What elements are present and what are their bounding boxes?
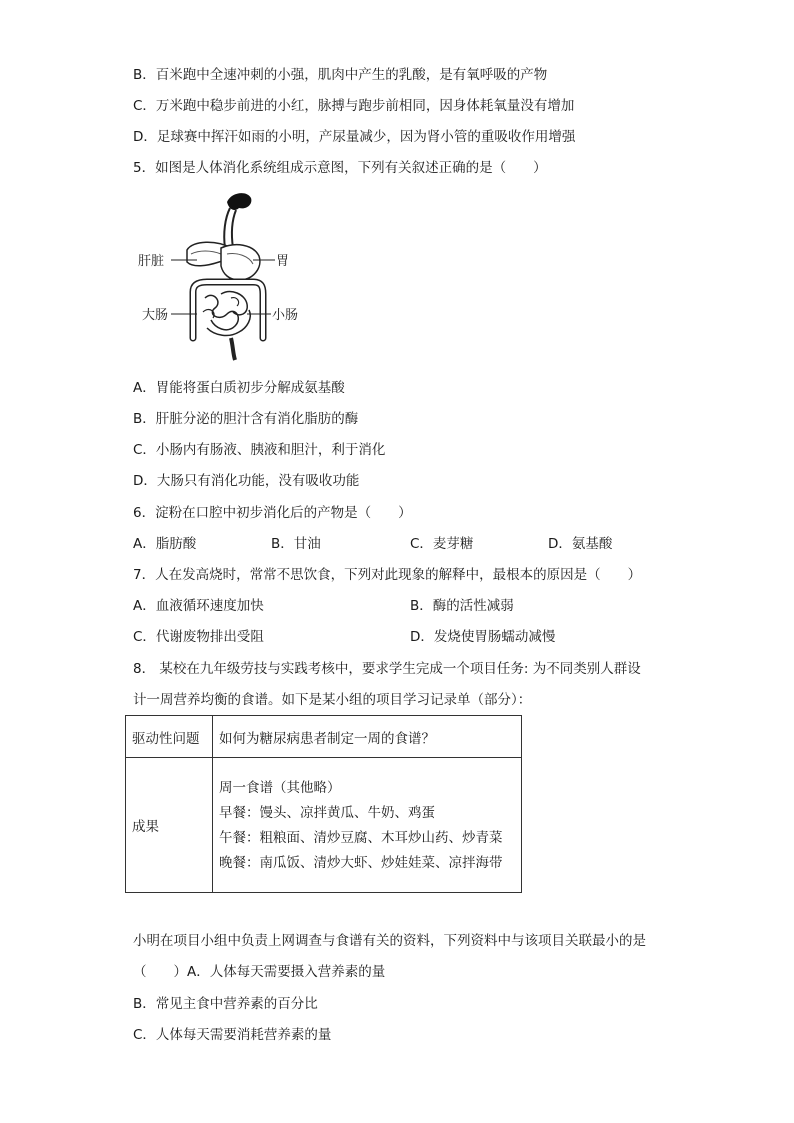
- q5-stem: 5．如图是人体消化系统组成示意图，下列有关叙述正确的是（ ）: [133, 160, 547, 176]
- q7-option-b: B．酶的活性减弱: [410, 598, 514, 614]
- q4-option-d: D．足球赛中挥汗如雨的小明，产尿量减少，因为肾小管的重吸收作用增强: [133, 129, 576, 145]
- q8-option-b: B．常见主食中营养素的百分比: [133, 996, 318, 1012]
- table-row2-label: 成果: [126, 758, 213, 893]
- q5-option-a: A．胃能将蛋白质初步分解成氨基酸: [133, 380, 345, 396]
- menu-line: 早餐：馒头、凉拌黄瓜、牛奶、鸡蛋: [219, 804, 435, 821]
- digestive-system-diagram: [135, 188, 310, 368]
- label-small-intestine: 小肠: [272, 308, 299, 323]
- q5-option-c: C．小肠内有肠液、胰液和胆汁，利于消化: [133, 442, 386, 458]
- q6-stem: 6．淀粉在口腔中初步消化后的产物是（ ）: [133, 505, 412, 521]
- menu-line: 晚餐：南瓜饭、清炒大虾、炒娃娃菜、凉拌海带: [219, 854, 503, 871]
- q5-option-b: B．肝脏分泌的胆汁含有消化脂肪的酶: [133, 411, 359, 427]
- table-row1-label: 驱动性问题: [126, 716, 213, 758]
- q6-option-d: D．氨基酸: [548, 536, 613, 552]
- q8-question-line2: （ ）A．人体每天需要摄入营养素的量: [133, 964, 386, 980]
- q7-stem: 7．人在发高烧时，常常不思饮食，下列对此现象的解释中，最根本的原因是（ ）: [133, 567, 642, 583]
- label-liver: 肝脏: [138, 254, 165, 269]
- table-row2-value: [213, 758, 522, 893]
- table-row1-value: 如何为糖尿病患者制定一周的食谱？: [213, 716, 522, 758]
- q8-stem-line2: 计一周营养均衡的食谱。如下是某小组的项目学习记录单（部分）：: [133, 692, 532, 708]
- menu-line: 周一食谱（其他略）: [219, 779, 341, 796]
- label-large-intestine: 大肠: [142, 308, 169, 323]
- q6-option-b: B．甘油: [271, 536, 321, 552]
- q7-option-c: C．代谢废物排出受阻: [133, 629, 264, 645]
- q5-option-d: D．大肠只有消化功能，没有吸收功能: [133, 473, 360, 489]
- q8-stem-line1: 8． 某校在九年级劳技与实践考核中，要求学生完成一个项目任务: 为不同类别人群设: [133, 661, 641, 677]
- label-stomach: 胃: [276, 254, 290, 269]
- q7-option-a: A．血液循环速度加快: [133, 598, 264, 614]
- project-record-table: [125, 715, 522, 893]
- q6-option-c: C．麦芽糖: [410, 536, 474, 552]
- q8-question-line1: 小明在项目小组中负责上网调查与食谱有关的资料，下列资料中与该项目关联最小的是: [133, 933, 646, 949]
- q6-option-a: A．脂肪酸: [133, 536, 197, 552]
- q4-option-c: C．万米跑中稳步前进的小红，脉搏与跑步前相同，因身体耗氧量没有增加: [133, 98, 575, 114]
- q8-option-c: C．人体每天需要消耗营养素的量: [133, 1027, 332, 1043]
- menu-line: 午餐：粗粮面、清炒豆腐、木耳炒山药、炒青菜: [219, 829, 503, 846]
- q4-option-b: B．百米跑中全速冲刺的小强，肌肉中产生的乳酸，是有氧呼吸的产物: [133, 67, 548, 83]
- q7-option-d: D．发烧使胃肠蠕动减慢: [410, 629, 556, 645]
